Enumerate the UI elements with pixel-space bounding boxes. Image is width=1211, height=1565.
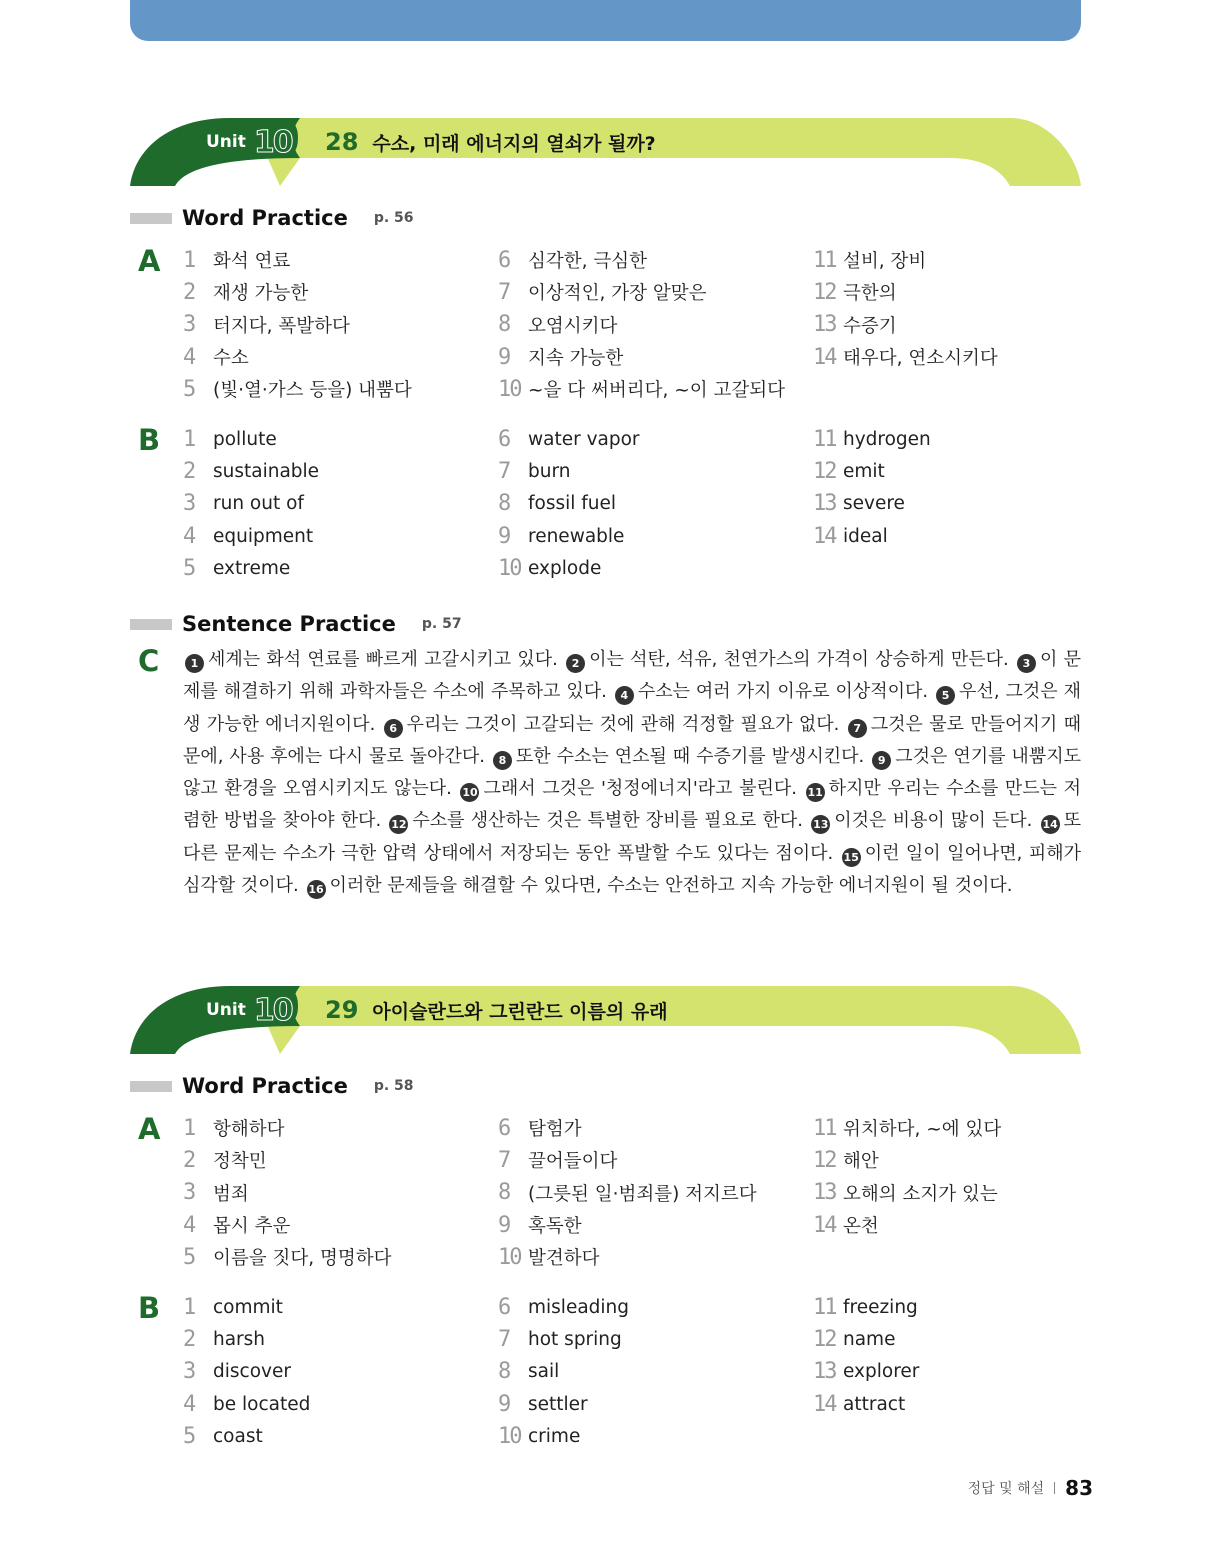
word-list-col <box>183 1291 493 1452</box>
item-text: sustainable <box>213 460 320 482</box>
unit-label <box>206 992 292 1028</box>
unit-label <box>206 124 292 160</box>
item-text: equipment <box>213 525 314 547</box>
sentence-text: 이는 석탄, 석유, 천연가스의 가격이 상승하게 만든다. <box>589 649 1009 670</box>
sentence-marker: 4 <box>615 686 634 705</box>
list-item <box>183 1356 493 1388</box>
item-number: 9 <box>498 1391 510 1417</box>
item-number: 6 <box>498 247 510 273</box>
item-number: 8 <box>498 491 510 517</box>
item-number: 13 <box>813 1359 836 1385</box>
sentence-practice-text <box>183 644 1081 902</box>
list-item <box>813 1144 1123 1176</box>
list-item <box>183 276 493 308</box>
item-number: 14 <box>813 344 836 370</box>
item-text: fossil fuel <box>528 493 617 515</box>
unit-banner-28 <box>130 118 1081 188</box>
item-number: 2 <box>183 458 195 484</box>
item-text: 극한의 <box>843 283 897 305</box>
item-number: 12 <box>813 1147 836 1173</box>
sentence-marker: 10 <box>460 783 479 802</box>
unit-number: 10 <box>253 124 292 160</box>
section-page-ref: p. 58 <box>373 1078 414 1094</box>
sentence-marker: 5 <box>936 686 955 705</box>
item-text: 위치하다, ~에 있다 <box>843 1119 1002 1141</box>
item-number: 7 <box>498 1147 510 1173</box>
item-number: 11 <box>813 1115 836 1141</box>
list-item <box>183 1177 493 1209</box>
item-text: (빛·열·가스 등을) 내뿜다 <box>213 380 412 402</box>
item-text: 수소 <box>213 348 249 370</box>
list-item <box>183 552 493 584</box>
item-number: 10 <box>498 376 521 402</box>
footer-separator <box>1054 1482 1055 1494</box>
item-text: burn <box>528 460 571 482</box>
item-text: freezing <box>843 1296 918 1318</box>
item-number: 6 <box>498 426 510 452</box>
list-item <box>813 1388 1123 1420</box>
sentence-practice-heading <box>130 611 462 637</box>
item-text: 설비, 장비 <box>843 251 927 273</box>
list-item <box>183 455 493 487</box>
item-text: commit <box>213 1296 283 1318</box>
item-text: 범죄 <box>213 1183 249 1205</box>
word-list-col <box>183 1112 493 1273</box>
sentence-text: 이런 일이 일어나면, 피해가 심각할 것이다. <box>183 842 1081 897</box>
word-practice-heading <box>130 205 414 231</box>
sentence-marker: 14 <box>1041 815 1060 834</box>
item-text: be located <box>213 1393 311 1415</box>
item-number: 8 <box>498 312 510 338</box>
list-item <box>498 341 808 373</box>
sentence-text: 그래서 그것은 '청정에너지'라고 불린다. <box>483 778 798 800</box>
list-item <box>813 1291 1123 1323</box>
sentence-marker: 3 <box>1017 654 1036 673</box>
unit-banner-29 <box>130 986 1081 1056</box>
item-number: 1 <box>183 426 195 452</box>
item-number: 13 <box>813 1180 836 1206</box>
item-text: 지속 가능한 <box>528 348 624 370</box>
list-item <box>498 1420 808 1452</box>
list-item <box>183 1388 493 1420</box>
item-text: name <box>843 1328 896 1350</box>
item-number: 3 <box>183 312 195 338</box>
item-text: ~을 다 써버리다, ~이 고갈되다 <box>528 380 785 402</box>
item-text: 항해하다 <box>213 1119 285 1141</box>
item-number: 14 <box>813 1391 836 1417</box>
section-page-ref: p. 57 <box>421 616 462 632</box>
list-item <box>813 455 1123 487</box>
item-number: 3 <box>183 491 195 517</box>
unit-word: Unit <box>206 1000 246 1020</box>
item-number: 6 <box>498 1294 510 1320</box>
item-number: 10 <box>498 1423 521 1449</box>
item-text: 탐험가 <box>528 1119 582 1141</box>
list-item <box>498 1291 808 1323</box>
lesson-number: 29 <box>325 996 359 1024</box>
list-item <box>498 1144 808 1176</box>
word-list-col <box>498 1291 808 1452</box>
item-text: misleading <box>528 1296 630 1318</box>
list-item <box>498 373 808 405</box>
lesson-title <box>325 992 668 1028</box>
list-item <box>498 1177 808 1209</box>
part-letter-a: A <box>138 1112 161 1146</box>
word-practice-heading <box>130 1073 414 1099</box>
word-list-col <box>813 1112 1123 1241</box>
item-number: 11 <box>813 247 836 273</box>
item-number: 1 <box>183 247 195 273</box>
item-number: 4 <box>183 523 195 549</box>
word-list-col <box>813 1291 1123 1420</box>
item-text: renewable <box>528 525 625 547</box>
item-text: 태우다, 연소시키다 <box>843 348 998 370</box>
word-list-col <box>183 423 493 584</box>
item-number: 9 <box>498 523 510 549</box>
item-number: 13 <box>813 312 836 338</box>
unit-number: 10 <box>253 992 292 1028</box>
list-item <box>498 423 808 455</box>
item-text: hydrogen <box>843 428 931 450</box>
list-item <box>498 488 808 520</box>
sentence-marker: 15 <box>842 848 861 867</box>
sentence-marker: 12 <box>389 815 408 834</box>
item-text: hot spring <box>528 1328 622 1350</box>
item-number: 7 <box>498 458 510 484</box>
item-text: emit <box>843 460 885 482</box>
sentence-text: 이것은 비용이 많이 든다. <box>834 810 1033 832</box>
item-number: 6 <box>498 1115 510 1141</box>
list-item <box>813 488 1123 520</box>
sentence-text: 그것은 연기를 내뿜지도 않고 환경을 오염시키지도 않는다. <box>183 745 1081 800</box>
list-item <box>183 244 493 276</box>
item-text: 오염시키다 <box>528 315 618 337</box>
sentence-marker: 8 <box>493 751 512 770</box>
part-letter-a: A <box>138 244 161 278</box>
item-number: 5 <box>183 1244 195 1270</box>
item-text: 혹독한 <box>528 1216 582 1238</box>
item-text: 끌어들이다 <box>528 1151 618 1173</box>
word-list-col <box>813 244 1123 373</box>
item-number: 8 <box>498 1180 510 1206</box>
list-item <box>183 1323 493 1355</box>
list-item <box>183 373 493 405</box>
item-number: 3 <box>183 1359 195 1385</box>
item-text: 화석 연료 <box>213 251 291 273</box>
sentence-marker: 7 <box>848 719 867 738</box>
sentence-text: 이러한 문제들을 해결할 수 있다면, 수소는 안전하고 지속 가능한 에너지원이 될 것이다. <box>329 875 1013 897</box>
item-text: severe <box>843 493 905 515</box>
word-list-col <box>183 244 493 405</box>
unit-word: Unit <box>206 132 246 152</box>
item-text: coast <box>213 1425 263 1447</box>
item-number: 2 <box>183 1147 195 1173</box>
page-number: 83 <box>1065 1476 1093 1500</box>
list-item <box>813 1209 1123 1241</box>
item-text: 해안 <box>843 1151 879 1173</box>
item-number: 13 <box>813 491 836 517</box>
item-number: 1 <box>183 1115 195 1141</box>
item-number: 5 <box>183 555 195 581</box>
item-text: 터지다, 폭발하다 <box>213 315 350 337</box>
item-text: water vapor <box>528 428 640 450</box>
item-number: 8 <box>498 1359 510 1385</box>
list-item <box>183 309 493 341</box>
item-number: 14 <box>813 523 836 549</box>
section-bar <box>130 1081 172 1092</box>
item-text: crime <box>528 1425 581 1447</box>
item-number: 12 <box>813 279 836 305</box>
item-text: pollute <box>213 428 277 450</box>
item-text: discover <box>213 1361 291 1383</box>
item-number: 5 <box>183 376 195 402</box>
item-text: 정착민 <box>213 1151 267 1173</box>
item-number: 1 <box>183 1294 195 1320</box>
word-list-col <box>498 1112 808 1273</box>
item-number: 7 <box>498 279 510 305</box>
list-item <box>498 552 808 584</box>
list-item <box>183 520 493 552</box>
item-text: 재생 가능한 <box>213 283 309 305</box>
top-header-bar <box>130 0 1081 41</box>
item-number: 11 <box>813 1294 836 1320</box>
list-item <box>498 1388 808 1420</box>
list-item <box>498 1356 808 1388</box>
lesson-title-text: 아이슬란드와 그린란드 이름의 유래 <box>372 1000 668 1023</box>
item-number: 2 <box>183 1326 195 1352</box>
item-text: 이름을 짓다, 명명하다 <box>213 1248 392 1270</box>
item-text: settler <box>528 1393 588 1415</box>
list-item <box>498 1323 808 1355</box>
list-item <box>813 1356 1123 1388</box>
list-item <box>498 244 808 276</box>
list-item <box>813 341 1123 373</box>
item-number: 9 <box>498 1212 510 1238</box>
list-item <box>498 276 808 308</box>
section-page-ref: p. 56 <box>373 210 414 226</box>
sentence-text: 그것은 물로 만들어지기 때문에, 사용 후에는 다시 물로 돌아간다. <box>183 713 1082 767</box>
part-letter-b: B <box>138 423 161 457</box>
item-number: 4 <box>183 344 195 370</box>
list-item <box>183 488 493 520</box>
item-text: explode <box>528 557 602 579</box>
word-list-col <box>813 423 1123 552</box>
list-item <box>813 1177 1123 1209</box>
item-number: 12 <box>813 1326 836 1352</box>
item-text: 몹시 추운 <box>213 1216 291 1238</box>
section-title: Sentence Practice <box>182 612 396 636</box>
item-number: 5 <box>183 1423 195 1449</box>
list-item <box>813 520 1123 552</box>
item-number: 12 <box>813 458 836 484</box>
list-item <box>813 244 1123 276</box>
item-text: harsh <box>213 1328 266 1350</box>
list-item <box>813 1112 1123 1144</box>
section-title: Word Practice <box>182 206 348 230</box>
item-text: attract <box>843 1393 906 1415</box>
list-item <box>498 1112 808 1144</box>
item-text: extreme <box>213 557 291 579</box>
item-text: 심각한, 극심한 <box>528 251 647 273</box>
list-item <box>498 520 808 552</box>
sentence-marker: 2 <box>566 654 585 673</box>
item-text: 이상적인, 가장 알맞은 <box>528 283 707 305</box>
sentence-marker: 16 <box>307 880 326 899</box>
sentence-text: 또한 수소는 연소될 때 수증기를 발생시킨다. <box>515 745 865 767</box>
part-letter-b: B <box>138 1291 161 1325</box>
item-text: 온천 <box>843 1216 879 1238</box>
lesson-title <box>325 124 656 160</box>
sentence-text: 우리는 그것이 고갈되는 것에 관해 걱정할 필요가 없다. <box>406 713 840 735</box>
list-item <box>498 309 808 341</box>
list-item <box>183 1112 493 1144</box>
list-item <box>183 1291 493 1323</box>
section-title: Word Practice <box>182 1074 348 1098</box>
list-item <box>813 423 1123 455</box>
section-bar <box>130 213 172 224</box>
item-text: explorer <box>843 1361 920 1383</box>
item-text: 오해의 소지가 있는 <box>843 1183 998 1205</box>
item-text: sail <box>528 1361 560 1383</box>
list-item <box>498 455 808 487</box>
list-item <box>813 1323 1123 1355</box>
list-item <box>183 1420 493 1452</box>
footer-label: 정답 및 해설 <box>967 1481 1045 1497</box>
item-text: ideal <box>843 525 888 547</box>
sentence-marker: 9 <box>872 751 891 770</box>
part-letter-c: C <box>138 644 160 678</box>
sentence-text: 하지만 우리는 수소를 만드는 저렴한 방법을 찾아야 한다. <box>183 778 1081 832</box>
lesson-title-text: 수소, 미래 에너지의 열쇠가 될까? <box>372 132 656 155</box>
item-text: 발견하다 <box>528 1248 600 1270</box>
item-number: 4 <box>183 1391 195 1417</box>
list-item <box>813 309 1123 341</box>
section-bar <box>130 619 172 630</box>
sentence-text: 수소를 생산하는 것은 특별한 장비를 필요로 한다. <box>412 810 804 832</box>
lesson-number: 28 <box>325 128 359 156</box>
list-item <box>498 1209 808 1241</box>
sentence-marker: 13 <box>811 815 830 834</box>
list-item <box>183 423 493 455</box>
item-number: 10 <box>498 1244 521 1270</box>
sentence-text: 수소는 여러 가지 이유로 이상적이다. <box>637 681 929 703</box>
list-item <box>183 1144 493 1176</box>
item-number: 11 <box>813 426 836 452</box>
word-list-col <box>498 423 808 584</box>
item-number: 10 <box>498 555 521 581</box>
sentence-text: 또 다른 문제는 수소가 극한 압력 상태에서 저장되는 동안 폭발할 수도 있다는 점이다. <box>183 810 1081 864</box>
item-number: 9 <box>498 344 510 370</box>
item-number: 4 <box>183 1212 195 1238</box>
item-text: 수증기 <box>843 315 897 337</box>
list-item <box>183 1209 493 1241</box>
item-number: 7 <box>498 1326 510 1352</box>
page-footer <box>968 1474 1093 1502</box>
item-number: 14 <box>813 1212 836 1238</box>
list-item <box>498 1241 808 1273</box>
item-number: 3 <box>183 1180 195 1206</box>
word-list-col <box>498 244 808 405</box>
sentence-marker: 11 <box>806 783 825 802</box>
sentence-marker: 6 <box>384 719 403 738</box>
sentence-text: 우선, 그것은 재생 가능한 에너지원이다. <box>183 681 1081 735</box>
list-item <box>183 1241 493 1273</box>
sentence-text: 세계는 화석 연료를 빠르게 고갈시키고 있다. <box>208 649 558 670</box>
item-text: (그릇된 일·범죄를) 저지르다 <box>528 1183 757 1205</box>
sentence-text: 이 문제를 해결하기 위해 과학자들은 수소에 주목하고 있다. <box>183 649 1081 703</box>
list-item <box>813 276 1123 308</box>
item-number: 2 <box>183 279 195 305</box>
sentence-marker: 1 <box>185 654 204 673</box>
list-item <box>183 341 493 373</box>
item-text: run out of <box>213 493 304 515</box>
